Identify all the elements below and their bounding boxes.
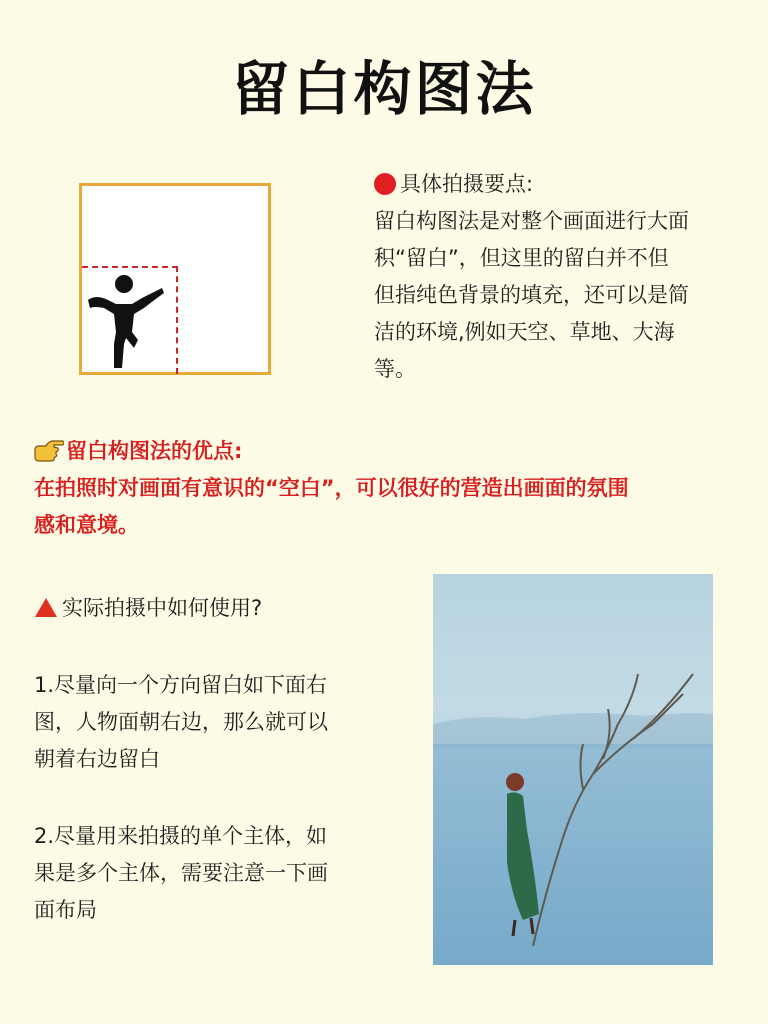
tips-line: 留白构图法是对整个画面进行大面 [374, 209, 689, 233]
usage-line: 果是多个主体，需要注意一下画 [34, 861, 328, 885]
advantages-line: 在拍照时对画面有意识的“空白”，可以很好的营造出画面的氛围 [34, 476, 629, 500]
photo-distant-hills [433, 713, 713, 749]
usage-item-2 [34, 818, 414, 929]
advantages-heading-row [34, 433, 744, 470]
usage-heading: 实际拍摄中如何使用? [62, 596, 263, 620]
tips-heading: 具体拍摄要点: [400, 172, 534, 196]
tips-heading-row [374, 166, 734, 203]
usage-item-1 [34, 667, 414, 778]
usage-heading-row [34, 590, 414, 627]
example-photo [433, 574, 713, 965]
red-circle-icon [374, 173, 396, 195]
usage-line: 朝着右边留白 [34, 747, 160, 771]
tips-line: 洁的环境,例如天空、草地、大海 [374, 320, 675, 344]
warning-triangle-icon [34, 597, 58, 618]
person-figure-icon [86, 274, 166, 370]
usage-line: 图，人物面朝右边，那么就可以 [34, 710, 328, 734]
usage-line: 2.尽量用来拍摄的单个主体，如 [34, 824, 328, 848]
advantages-heading: 留白构图法的优点: [66, 439, 243, 463]
tips-section [374, 166, 734, 388]
advantages-line: 感和意境。 [34, 513, 139, 537]
usage-line: 面布局 [34, 898, 97, 922]
tips-line: 积“留白”，但这里的留白并不但 [374, 246, 669, 270]
composition-diagram [79, 183, 271, 375]
advantages-section [34, 433, 744, 544]
pointing-hand-icon [34, 440, 64, 462]
tips-line: 但指纯色背景的填充，还可以是简 [374, 283, 689, 307]
page-title: 留白构图法 [231, 55, 537, 123]
tips-line: 等。 [374, 357, 416, 381]
photo-water [433, 744, 713, 965]
usage-line: 1.尽量向一个方向留白如下面右 [34, 673, 328, 697]
